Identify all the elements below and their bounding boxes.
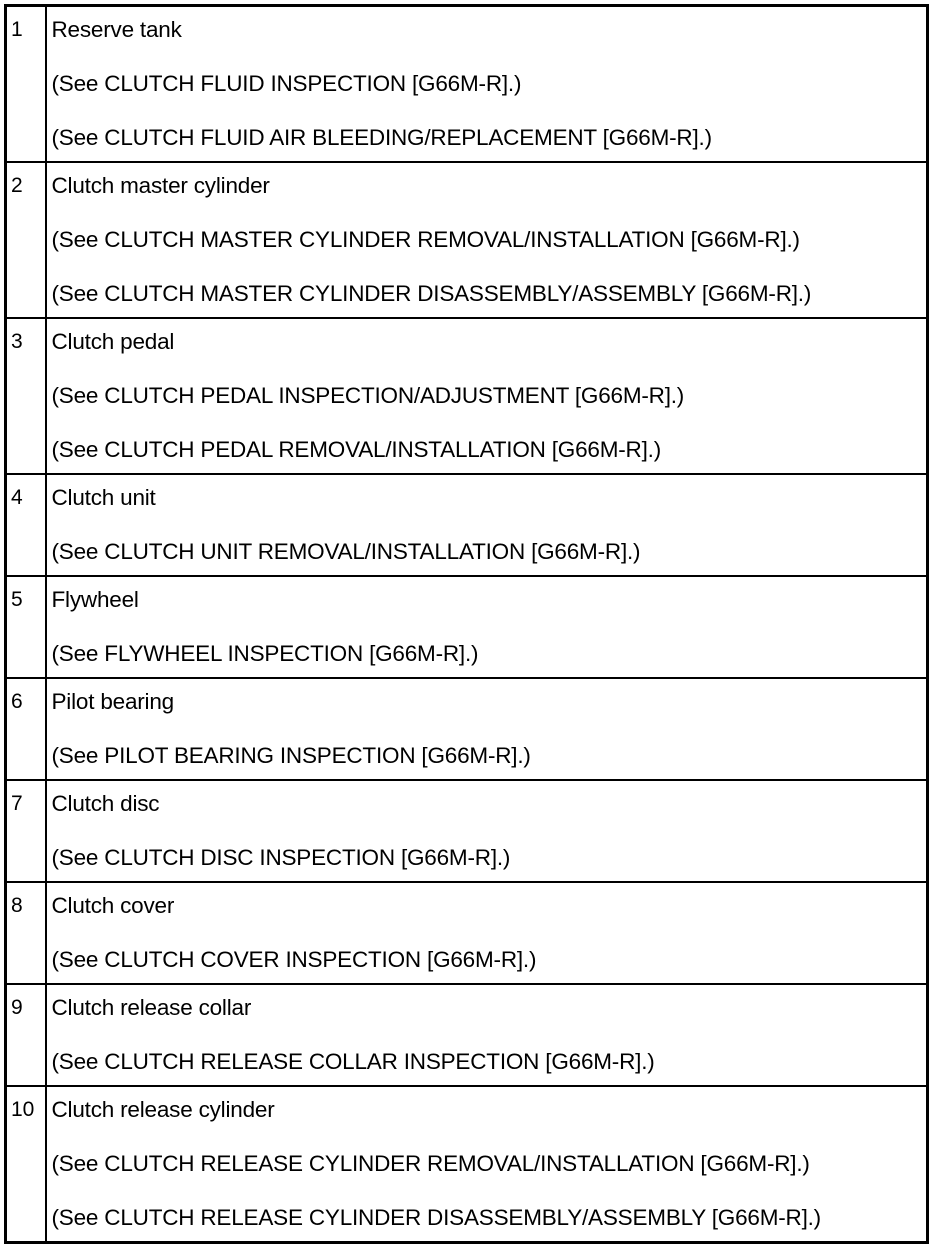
part-reference-link[interactable]: (See CLUTCH MASTER CYLINDER DISASSEMBLY/ASSEMBLY [G66M-R].): [51, 281, 812, 306]
part-reference-link[interactable]: (See CLUTCH RELEASE CYLINDER REMOVAL/INSTALLATION [G66M-R].): [51, 1151, 810, 1176]
part-reference-link[interactable]: (See CLUTCH COVER INSPECTION [G66M-R].): [51, 947, 537, 972]
part-reference-link[interactable]: (See CLUTCH RELEASE COLLAR INSPECTION [G66M-R].): [51, 1049, 655, 1074]
table-row: [6, 318, 928, 474]
part-description: [46, 882, 928, 984]
part-description: [46, 162, 928, 318]
part-number: 10: [6, 1086, 46, 1243]
part-description: [46, 678, 928, 780]
part-name: Pilot bearing: [51, 689, 174, 714]
part-description: [46, 576, 928, 678]
part-reference-link[interactable]: (See FLYWHEEL INSPECTION [G66M-R].): [51, 641, 479, 666]
part-name: Clutch unit: [51, 485, 156, 510]
part-name: Clutch pedal: [51, 329, 175, 354]
part-reference-link[interactable]: (See CLUTCH FLUID AIR BLEEDING/REPLACEMENT [G66M-R].): [51, 125, 712, 150]
table-row: [6, 162, 928, 318]
part-reference-link[interactable]: (See CLUTCH FLUID INSPECTION [G66M-R].): [51, 71, 522, 96]
part-reference-link[interactable]: (See CLUTCH PEDAL REMOVAL/INSTALLATION [G66M-R].): [51, 437, 661, 462]
part-number: 1: [6, 6, 46, 163]
part-number: 9: [6, 984, 46, 1086]
table-row: [6, 1086, 928, 1243]
table-row: [6, 6, 928, 163]
part-reference-link[interactable]: (See PILOT BEARING INSPECTION [G66M-R].): [51, 743, 531, 768]
part-name: Reserve tank: [51, 17, 182, 42]
part-number: 3: [6, 318, 46, 474]
part-number: 5: [6, 576, 46, 678]
part-description: [46, 474, 928, 576]
part-number: 8: [6, 882, 46, 984]
part-name: Clutch release collar: [51, 995, 252, 1020]
part-name: Clutch master cylinder: [51, 173, 270, 198]
table-row: [6, 474, 928, 576]
part-reference-link[interactable]: (See CLUTCH UNIT REMOVAL/INSTALLATION [G66M-R].): [51, 539, 641, 564]
part-name: Clutch cover: [51, 893, 175, 918]
table-row: [6, 576, 928, 678]
table-row: [6, 780, 928, 882]
part-reference-link[interactable]: (See CLUTCH PEDAL INSPECTION/ADJUSTMENT [G66M-R].): [51, 383, 685, 408]
parts-reference-table: [4, 4, 929, 1244]
part-reference-link[interactable]: (See CLUTCH RELEASE CYLINDER DISASSEMBLY/ASSEMBLY [G66M-R].): [51, 1205, 821, 1230]
table-row: [6, 882, 928, 984]
part-reference-link[interactable]: (See CLUTCH DISC INSPECTION [G66M-R].): [51, 845, 511, 870]
part-name: Flywheel: [51, 587, 139, 612]
part-name: Clutch disc: [51, 791, 160, 816]
part-description: [46, 780, 928, 882]
part-number: 4: [6, 474, 46, 576]
part-description: [46, 318, 928, 474]
part-number: 6: [6, 678, 46, 780]
part-reference-link[interactable]: (See CLUTCH MASTER CYLINDER REMOVAL/INSTALLATION [G66M-R].): [51, 227, 800, 252]
part-description: [46, 6, 928, 163]
part-name: Clutch release cylinder: [51, 1097, 275, 1122]
table-row: [6, 678, 928, 780]
part-description: [46, 1086, 928, 1243]
table-row: [6, 984, 928, 1086]
part-description: [46, 984, 928, 1086]
part-number: 7: [6, 780, 46, 882]
part-number: 2: [6, 162, 46, 318]
